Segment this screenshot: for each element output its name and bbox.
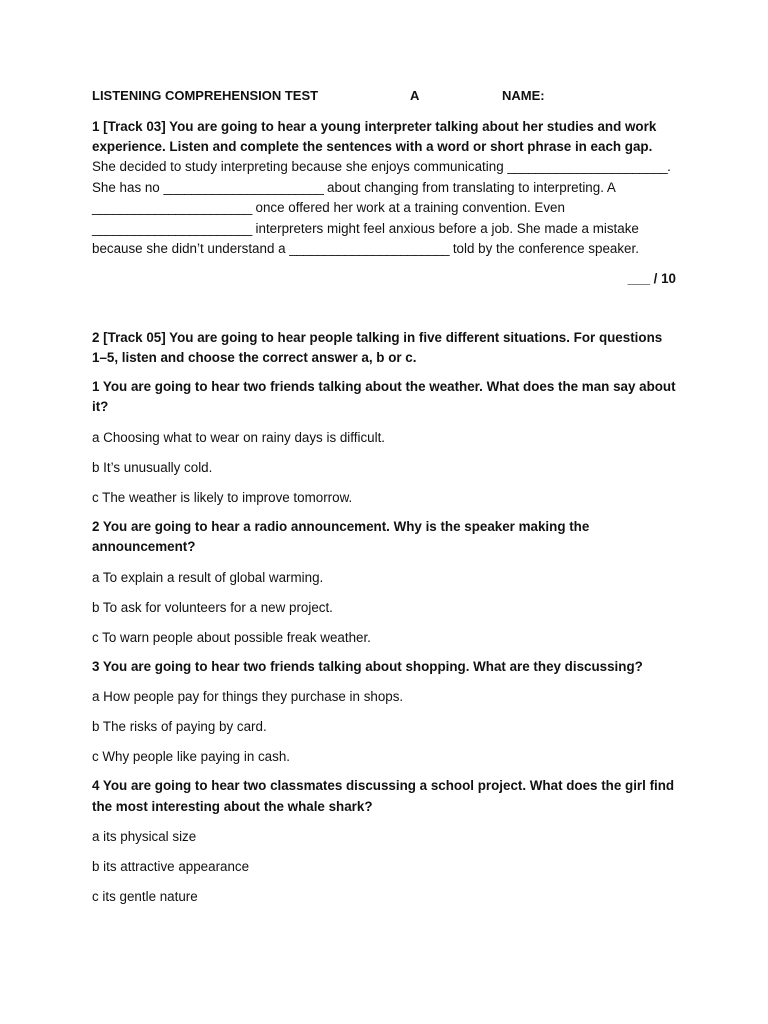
option-c: c its gentle nature bbox=[92, 889, 198, 904]
test-version: A bbox=[410, 88, 420, 103]
option-b: b The risks of paying by card. bbox=[92, 719, 267, 734]
test-title: LISTENING COMPREHENSION TEST bbox=[92, 88, 319, 103]
option-a: a How people pay for things they purchase in shops. bbox=[92, 689, 404, 704]
option-a: a Choosing what to wear on rainy days is difficult. bbox=[92, 429, 386, 445]
question-text: 4 You are going to hear two classmates discussing a school project. What does the girl find the most interesting about the whale shark? bbox=[92, 778, 675, 814]
option-c: c The weather is likely to improve tomorrow. bbox=[92, 489, 353, 505]
test-content bbox=[92, 117, 676, 907]
gap-text-segment: interpreters might feel anxious before a job. She made a mistake because she didn’t understand a bbox=[92, 220, 639, 256]
option-b: b its attractive appearance bbox=[92, 859, 250, 874]
option-c: c To warn people about possible freak weather. bbox=[92, 629, 371, 645]
option-c: c Why people like paying in cash. bbox=[92, 749, 290, 764]
question-text: 3 You are going to hear two friends talking about shopping. What are they discussing? bbox=[92, 658, 643, 674]
question-4 bbox=[92, 776, 676, 907]
section-1 bbox=[92, 117, 676, 289]
section-1-instruction: 1 [Track 03] You are going to hear a young interpreter talking about her studies and work experience. Listen and complete the sentences with a word or short phrase in each gap. bbox=[92, 119, 657, 154]
question-text: 2 You are going to hear a radio announcement. Why is the speaker making the announcement? bbox=[92, 518, 590, 554]
answer-blank-5[interactable]: _______________________ bbox=[289, 241, 450, 256]
gap-text-segment: once offered her work at a training convention. Even bbox=[251, 200, 565, 215]
option-a: a its physical size bbox=[92, 829, 197, 844]
question-3 bbox=[92, 657, 676, 768]
option-a: a To explain a result of global warming. bbox=[92, 569, 324, 585]
section-2 bbox=[92, 328, 676, 908]
section-1-score: ___ / 10 bbox=[627, 270, 676, 286]
answer-blank-1[interactable]: _______________________ bbox=[507, 159, 668, 174]
option-b: b To ask for volunteers for a new project. bbox=[92, 599, 333, 615]
gap-text-segment: She decided to study interpreting because she enjoys communicating bbox=[92, 159, 508, 174]
question-1 bbox=[92, 377, 676, 508]
gap-fill-paragraph bbox=[92, 157, 676, 260]
answer-blank-2[interactable]: _______________________ bbox=[163, 179, 324, 195]
answer-blank-4[interactable]: _______________________ bbox=[92, 220, 252, 236]
option-b: b It’s unusually cold. bbox=[92, 459, 213, 475]
answer-blank-3[interactable]: _______________________ bbox=[92, 200, 252, 215]
name-label: NAME: bbox=[502, 88, 545, 103]
question-2 bbox=[92, 517, 676, 648]
section-2-instruction: 2 [Track 05] You are going to hear people talking in five different situations. For questions 1–5, listen and choose the correct answer a, b or c. bbox=[92, 329, 663, 365]
question-text: 1 You are going to hear two friends talking about the weather. What does the man say about it? bbox=[92, 378, 676, 414]
gap-text-segment: about changing from translating to interpreting. A bbox=[323, 179, 616, 195]
gap-text-segment: told by the conference speaker. bbox=[449, 241, 639, 256]
gap-text-segment: . She has no bbox=[92, 159, 671, 195]
